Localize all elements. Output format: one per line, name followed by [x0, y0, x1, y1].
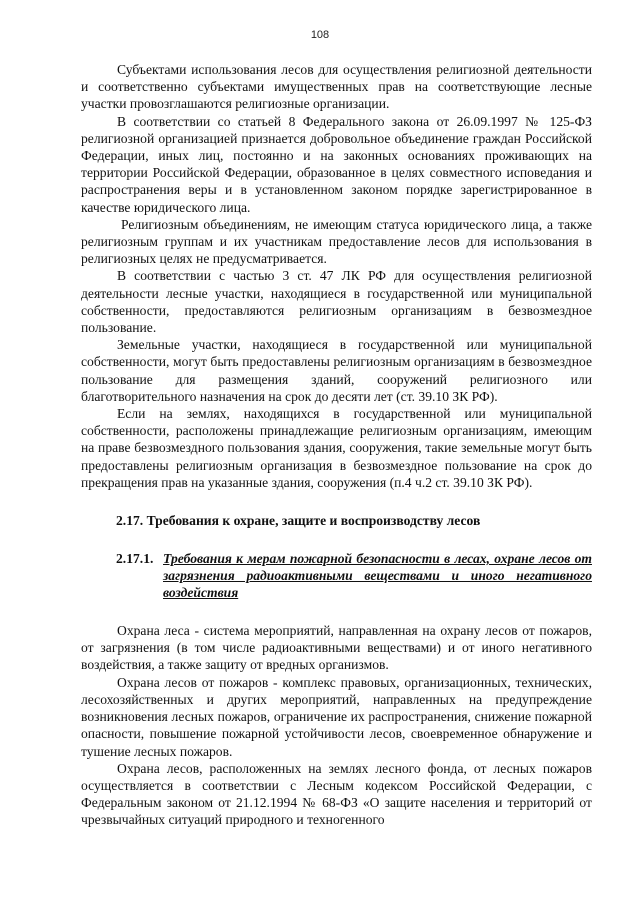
section-title: Требования к охране, защите и воспроизводству лесов [146, 513, 481, 529]
paragraph: Охрана лесов от пожаров - комплекс правовых, организационных, технических, лесохозяйственных и других мероприятий, направленных на предупреждение возникновения лесных пожаров, ограничение их распространения, снижение пожарной опасности, повышение пожарной устойчивости лесов, своевременное обнаружение и тушение лесных пожаров. [81, 674, 592, 759]
document-body [81, 61, 592, 829]
paragraph: Земельные участки, находящиеся в государственной или муниципальной собственности, могут быть предоставлены религиозным организациям в безвозмездное пользование для размещения зданий, сооружений религиозного или благотворительного назначения на срок до десяти лет (ст. 39.10 ЗК РФ). [81, 337, 592, 404]
paragraph: Субъектами использования лесов для осуществления религиозной деятельности и соответственно субъектами имущественных прав на соответствующие лесные участки провозглашаются религиозные организации. [81, 62, 592, 112]
page-number: 108 [310, 29, 330, 41]
section-number: 2.17. [116, 513, 144, 529]
subsection-heading [116, 550, 592, 601]
section-heading [116, 512, 592, 529]
paragraph: В соответствии с частью 3 ст. 47 ЛК РФ для осуществления религиозной деятельности лесные участки, находящиеся в государственной или муниципальной собственности, предоставляются религиозным организациям в безвозмездное пользование. [81, 268, 592, 336]
spacer [81, 601, 592, 622]
subsection-number: 2.17.1. [116, 551, 154, 567]
paragraph: Если на землях, находящихся в государственной или муниципальной собственности, расположены принадлежащие религиозным организациям, имеющим на праве безвозмездного пользования здания, сооружения, такие земельные могут быть предоставлены религиозным организация в безвозмездное пользование на срок до прекращения прав на указанные здания, сооружения (п.4 ч.2 ст. 39.10 ЗК РФ). [81, 406, 592, 490]
paragraph: Охрана лесов, расположенных на землях лесного фонда, от лесных пожаров осуществляется в соответствии с Лесным кодексом Российской Федерации, с Федеральным законом от 21.12.1994 № 68-ФЗ «О защите населения и территорий от чрезвычайных ситуаций природного и техногенного [81, 760, 592, 828]
subsection-title: Требования к мерам пожарной безопасности в лесах, охране лесов от загрязнения радиоактивными веществами и иного негативного воздействия [163, 551, 592, 601]
paragraph: Религиозным объединениям, не имеющим статуса юридического лица, а также религиозным группам и их участникам предоставление лесов для использования в религиозных целях не предусматривается. [81, 216, 592, 267]
paragraph: В соответствии со статьей 8 Федерального закона от 26.09.1997 № 125-ФЗ религиозной организацией признается добровольное объединение граждан Российской Федерации, иных лиц, постоянно и на законных основаниях проживающих на территории Российской Федерации, образованное в целях совместного исповедания и распространения веры и в установленном законом порядке зарегистрированное в качестве юридического лица. [81, 113, 592, 215]
paragraph: Охрана леса - система мероприятий, направленная на охрану лесов от пожаров, от загрязнения (в том числе радиоактивными веществами) и от иного негативного воздействия, а также защиту от вредных организмов. [81, 623, 592, 673]
